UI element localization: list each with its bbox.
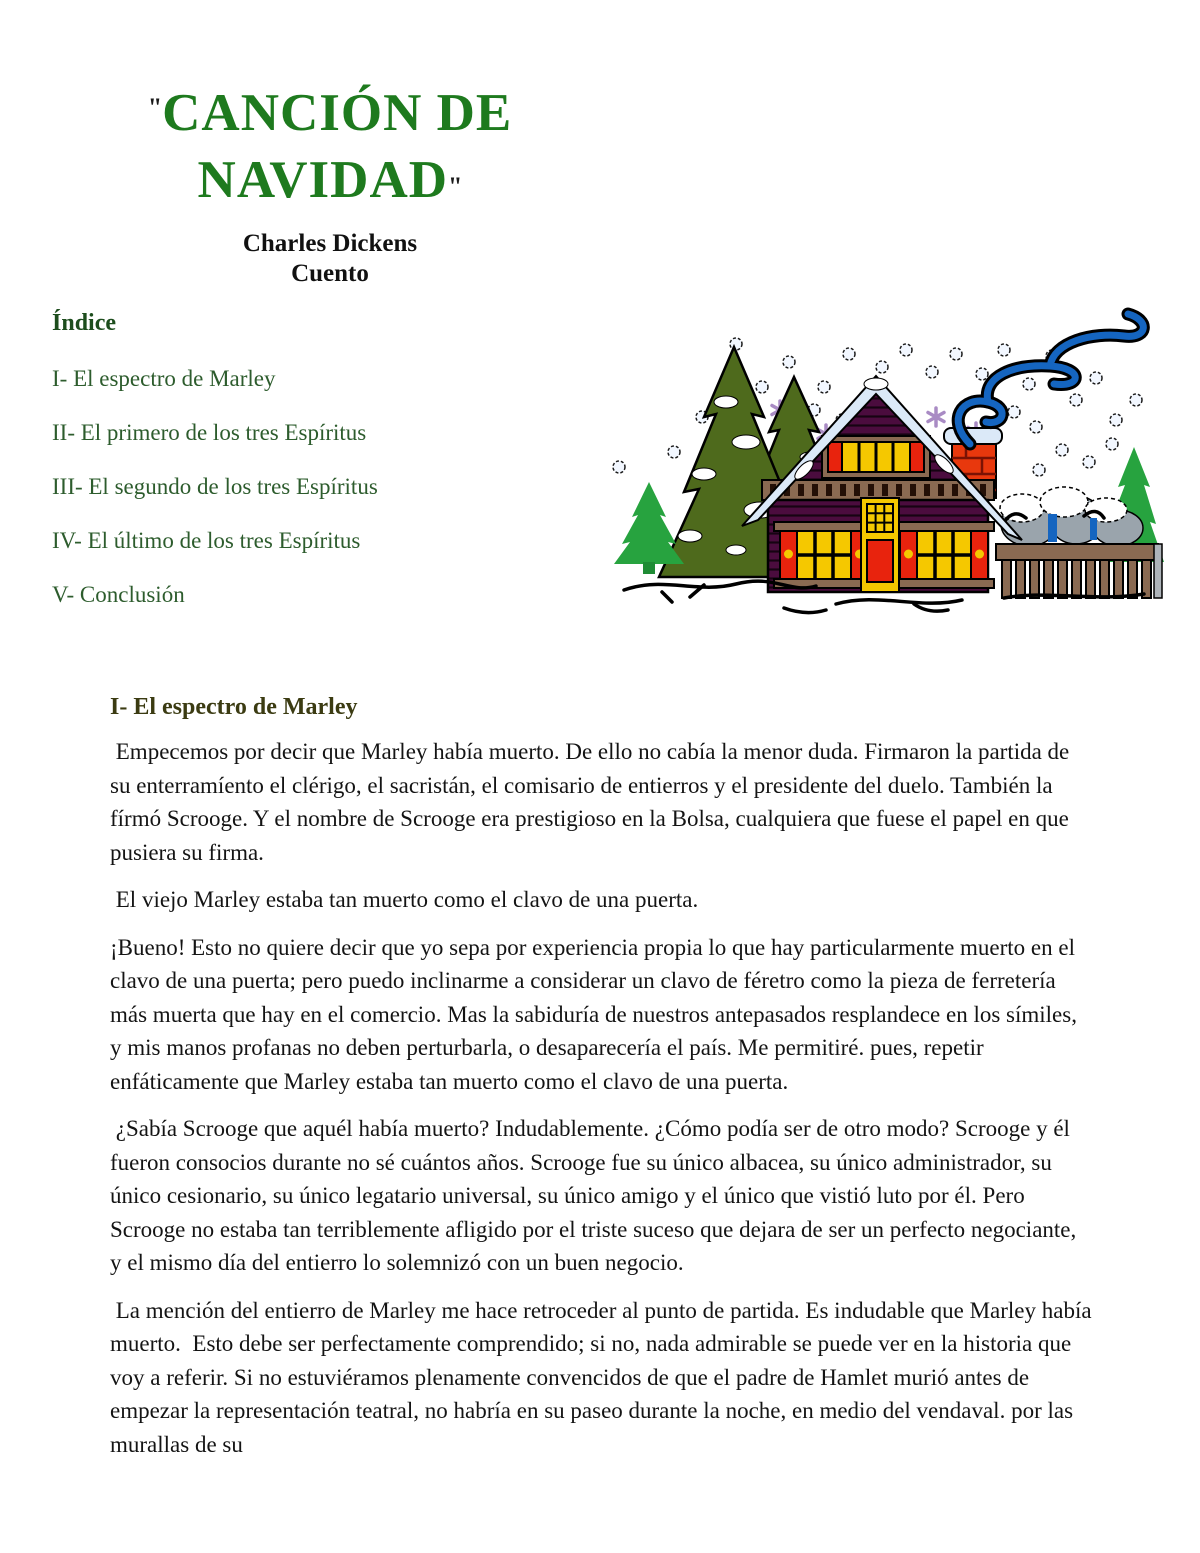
wooden-fence — [996, 544, 1162, 598]
document-title — [0, 74, 660, 220]
title-block — [0, 0, 660, 288]
right-window — [894, 522, 994, 588]
toc-item-4: IV- El último de los tres Espíritus — [52, 528, 361, 553]
body-text — [110, 735, 1104, 1461]
paragraph-5: La mención del entierro de Marley me hace retroceder al punto de partida. Es indudable que Marley había muerto. Esto debe ser perfectamente comprendido; si no, nada admirable se puede ver en la historia que voy a referir. Si no estuviéramos plenamente convencidos de que el padre de Hamlet murió antes de empezar la representación teatral, no habría en su paseo durante la noche, en medio del vendaval. por las murallas de su — [110, 1297, 1104, 1457]
title-line-2: NAVIDAD — [197, 151, 448, 209]
toc-item-5: V- Conclusión — [52, 582, 185, 607]
small-left-tree — [614, 482, 684, 574]
paragraph-3: ¡Bueno! Esto no quiere decir que yo sepa por experiencia propia lo que hay particularmente muerto en el clavo de una puerta; pero puedo inclinarme a considerar un clavo de féretro como la pieza de ferretería más muerta que hay en el comercio. Mas la sabiduría de nuestros antepasados resplandece en los símiles, y mis manos profanas no deben perturbarla, o desaparecería el país. Me permitiré. pues, repetir enfáticamente que Marley estaba tan muerto como el clavo de una puerta. — [110, 934, 1083, 1094]
toc-item-2: II- El primero de los tres Espíritus — [52, 420, 367, 445]
paragraph-1: Empecemos por decir que Marley había muerto. De ello no cabía la menor duda. Firmaron la partida de su enterramíento el clérigo, el sacristán, el comisario de entierros y el presidente del duelo. También la fírmó Scrooge. Y el nombre de Scrooge era prestigioso en la Bolsa, cualquiera que fuese el papel en que pusiera su firma. — [110, 739, 1076, 865]
author-name: Charles Dickens — [242, 230, 418, 257]
toc-heading: Índice — [52, 310, 117, 336]
fence-and-bushes — [996, 447, 1164, 598]
title-close-quote: " — [448, 172, 463, 201]
toc-item-3: III- El segundo de los tres Espíritus — [52, 474, 378, 499]
title-line-1: CANCIÓN DE — [162, 84, 513, 142]
winter-cabin-illustration — [583, 292, 1165, 622]
paragraph-2: El viejo Marley estaba tan muerto como el clavo de una puerta. — [110, 887, 699, 912]
front-door — [861, 498, 899, 592]
left-window — [774, 522, 874, 588]
document-subtitle: Cuento — [291, 260, 369, 287]
section-heading: I- El espectro de Marley — [110, 694, 358, 720]
attic-window — [822, 436, 930, 478]
toc-item-1: I- El espectro de Marley — [52, 366, 276, 391]
title-open-quote: " — [147, 93, 163, 122]
paragraph-4: ¿Sabía Scrooge que aquél había muerto? Indudablemente. ¿Cómo podía ser de otro modo? Scrooge y él fueron consocios durante no sé cuántos años. Scrooge fue su único albacea, su único administrador, su único cesionario, su único legatario universal, su único amigo y el único que vistió luto por él. Pero Scrooge no estaba tan terriblemente afligido por el triste suceso que dejara de ser un perfecto negociante, y el mismo día del entierro lo solemnizó con un buen negocio. — [110, 1116, 1082, 1275]
